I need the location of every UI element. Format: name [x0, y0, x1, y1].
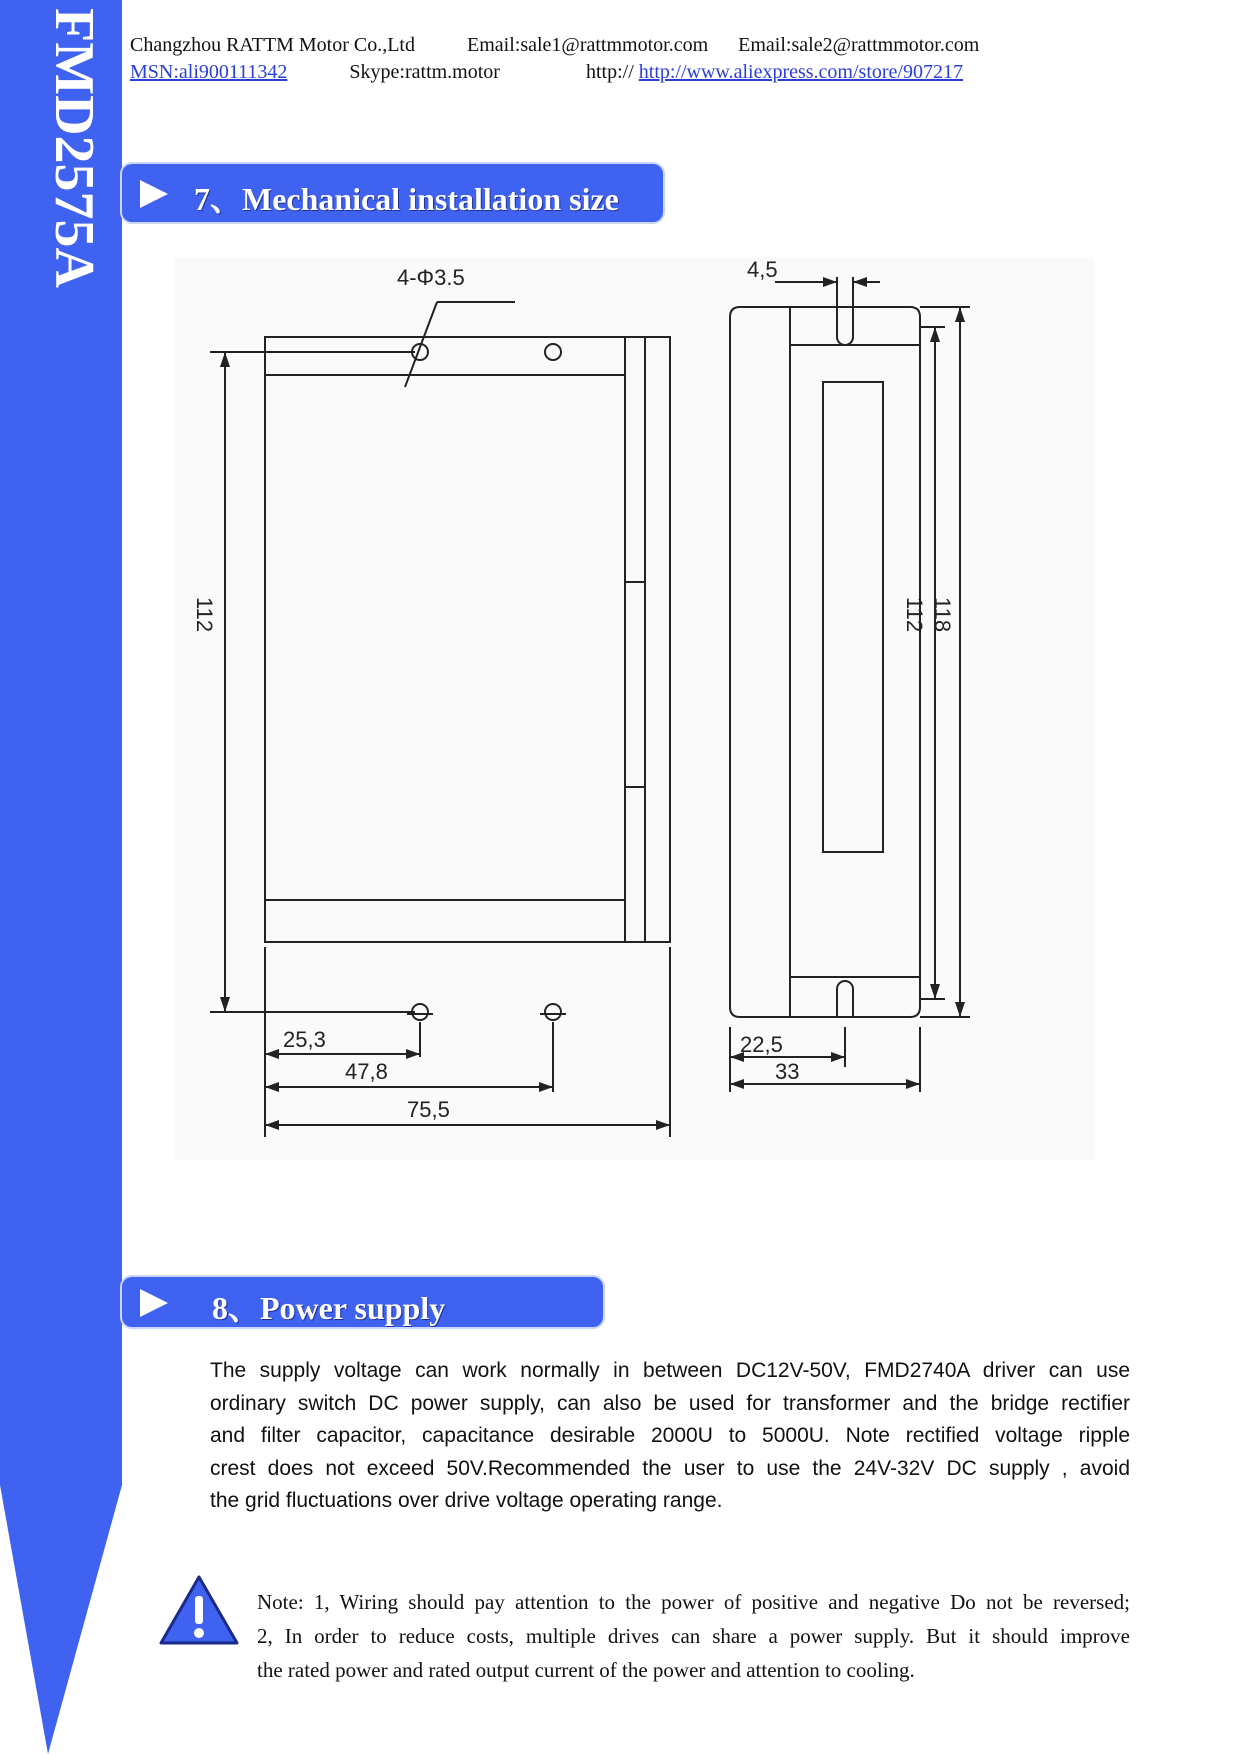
email-2: Email:sale2@rattmmotor.com	[738, 34, 980, 56]
header-line-2	[130, 61, 963, 84]
front-body	[265, 337, 670, 942]
paragraph-line: crest does not exceed 50V.Recommended the user to use the 24V-32V DC supply , avoid	[210, 1456, 1130, 1480]
section-7-title: 7、Mechanical installation size	[194, 181, 619, 217]
mechanical-drawing	[175, 257, 1095, 1160]
section-arrow-icon	[140, 180, 168, 208]
store-link[interactable]: http://www.aliexpress.com/store/907217	[638, 61, 963, 83]
dim-depth: 33	[775, 1059, 800, 1084]
dim-slot-width: 4,5	[747, 257, 778, 282]
mount-hole	[545, 1004, 561, 1020]
skype-id: Skype:rattm.motor	[349, 61, 500, 83]
company-name: Changzhou RATTM Motor Co.,Ltd	[130, 34, 415, 56]
paragraph-line: and filter capacitor, capacitance desirable 2000U to 5000U. Note rectified voltage ripple	[210, 1424, 1130, 1447]
hole-spec-label: 4-Φ3.5	[397, 265, 465, 290]
dim-hole-x2: 47,8	[345, 1059, 388, 1084]
product-model-vertical: FMD2575A	[43, 8, 105, 288]
side-body	[730, 307, 920, 1017]
msn-link[interactable]: MSN:ali900111342	[130, 61, 288, 83]
dim-width: 75,5	[407, 1097, 450, 1122]
mount-hole	[545, 344, 561, 360]
http-prefix: http://	[585, 61, 634, 83]
header-line-1	[130, 34, 979, 57]
dim-slot-offset: 22,5	[740, 1032, 783, 1057]
note-line: Note: 1, Wiring should pay attention to the power of positive and negative Do not be reversed;	[257, 1590, 1130, 1614]
section-arrow-icon	[140, 1289, 168, 1317]
paragraph-line: the grid fluctuations over drive voltage operating range.	[210, 1489, 723, 1512]
paragraph-line: ordinary switch DC power supply, can also be used for transformer and the bridge rectifier	[210, 1391, 1130, 1415]
email-1: Email:sale1@rattmmotor.com	[467, 34, 709, 56]
note-block	[257, 1585, 1130, 1687]
power-supply-paragraph	[210, 1355, 1130, 1518]
dim-height-side-inner: 112	[902, 597, 927, 633]
paragraph-line: The supply voltage can work normally in between DC12V-50V, FMD2740A driver can use	[210, 1359, 1130, 1382]
note-line: the rated power and rated output current of the power and attention to cooling.	[257, 1658, 915, 1682]
note-line: 2, In order to reduce costs, multiple drives can share a power supply. But it should improve	[257, 1624, 1130, 1648]
dim-hole-x1: 25,3	[283, 1027, 326, 1052]
section-7-header	[120, 162, 665, 224]
section-8-header	[120, 1275, 605, 1329]
side-terminal-window	[823, 382, 883, 852]
section-8-title: 8、Power supply	[212, 1290, 446, 1326]
dim-height-front: 112	[192, 597, 217, 633]
dim-height-side-total: 118	[930, 597, 955, 633]
side-title	[0, 0, 122, 360]
warning-icon	[158, 1574, 240, 1646]
